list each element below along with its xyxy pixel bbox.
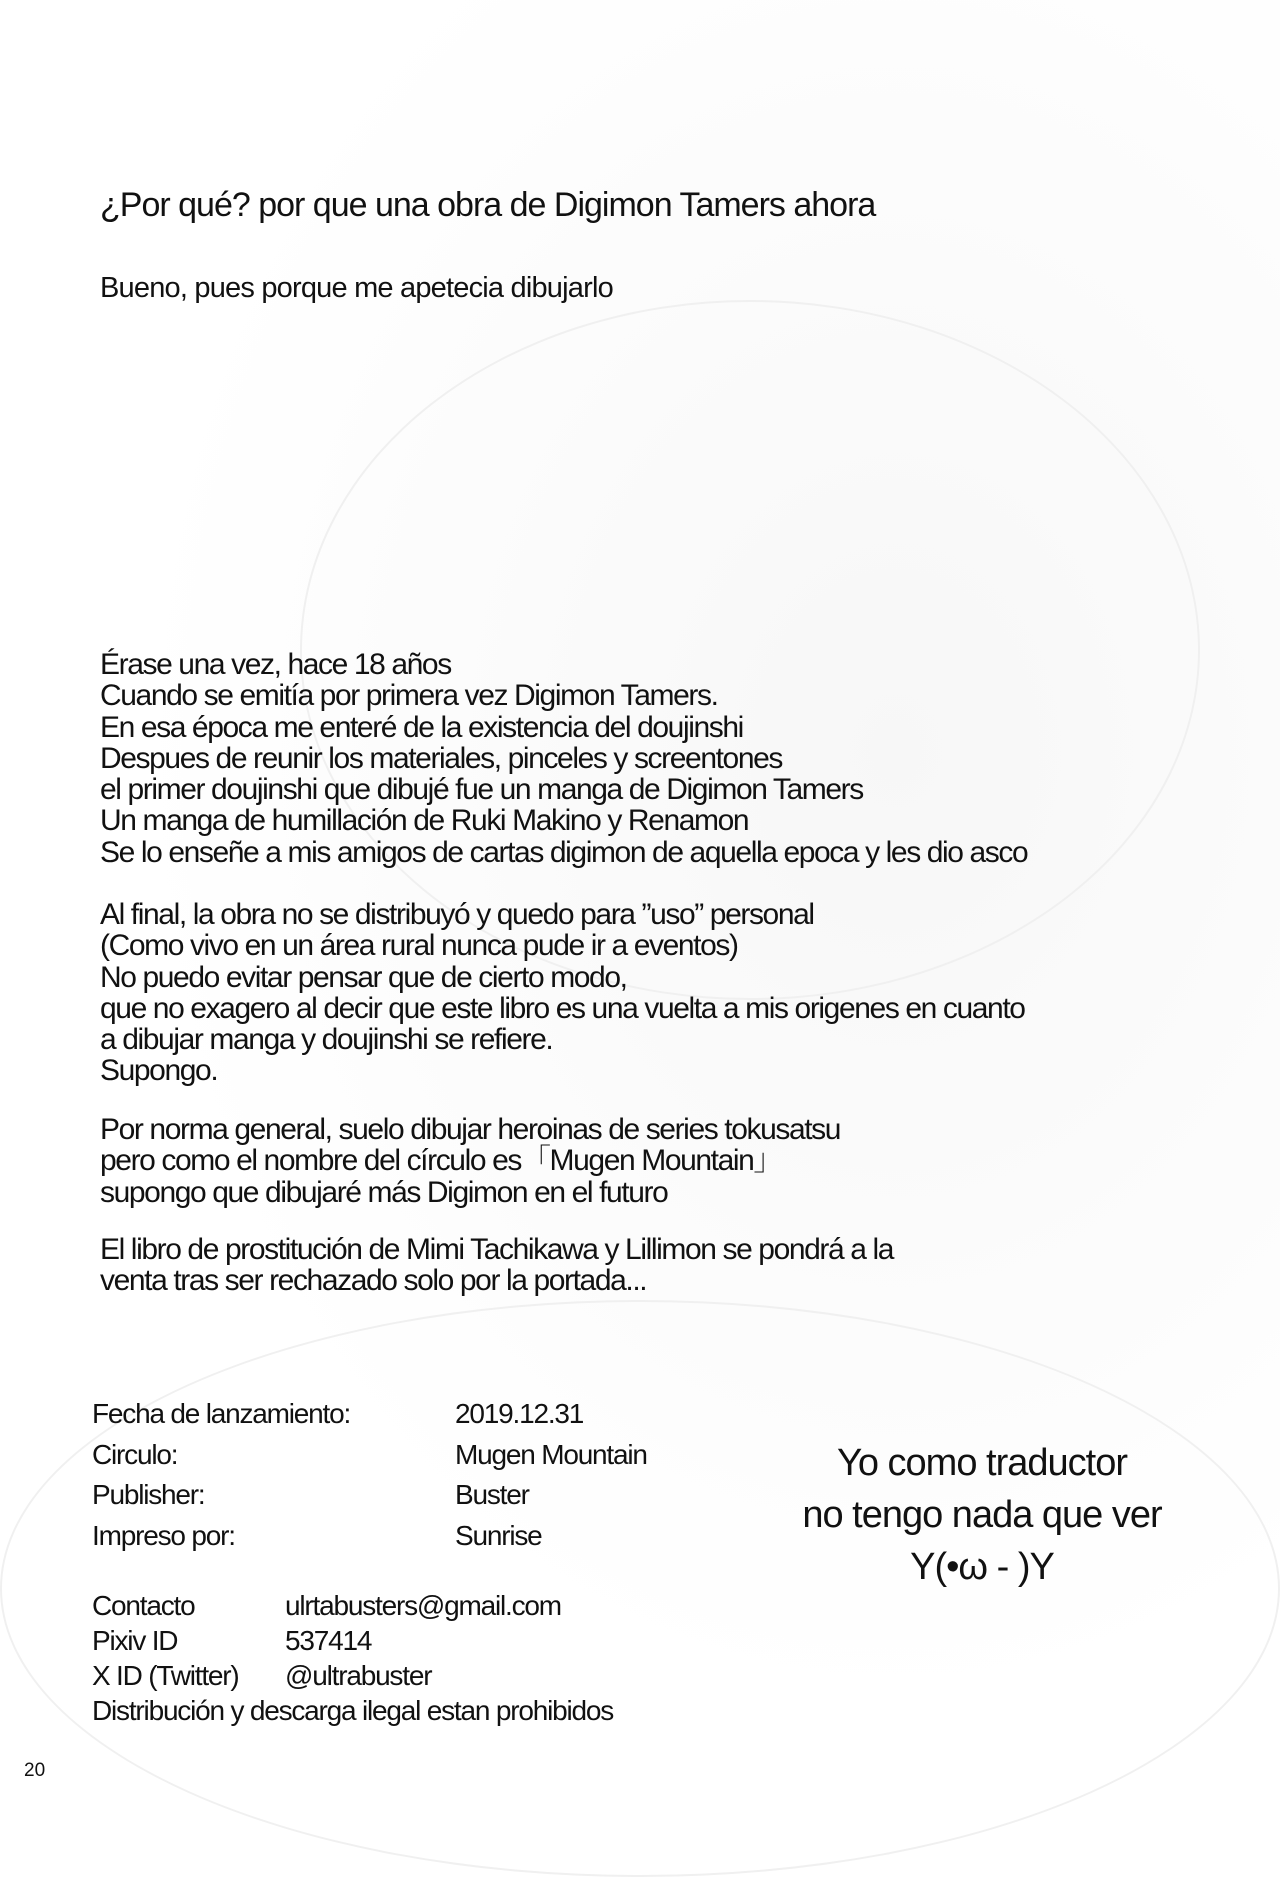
legal-notice: Distribución y descarga ilegal estan prohibidos (92, 1695, 614, 1726)
page-title: ¿Por qué? por que una obra de Digimon Tamers ahora (100, 186, 876, 224)
info-value: Mugen Mountain (455, 1438, 647, 1470)
info-row (92, 1516, 652, 1557)
contact-value: 537414 (285, 1625, 372, 1656)
text-line: Al final, la obra no se distribuyó y quedo para ”uso” personal (100, 898, 814, 931)
text-line: venta tras ser rechazado solo por la portada... (100, 1264, 647, 1298)
text-line: el primer doujinshi que dibujé fue un manga de Digimon Tamers (100, 773, 863, 807)
info-value: 2019.12.31 (455, 1398, 584, 1429)
text-line: Por norma general, suelo dibujar heroinas de series tokusatsu (100, 1113, 841, 1146)
text-line: supongo que dibujaré más Digimon en el futuro (100, 1175, 668, 1209)
translator-note (752, 1437, 1212, 1593)
contact-value: ulrtabusters@gmail.com (285, 1590, 561, 1621)
info-label: Circulo: (92, 1438, 178, 1470)
contact-info (92, 1588, 732, 1728)
text-line: pero como el nombre del círculo es「Mugen Mountain」 (100, 1144, 783, 1178)
info-value: Buster (455, 1479, 529, 1510)
paragraph-2 (100, 899, 1250, 1087)
info-label: Fecha de lanzamiento: (92, 1398, 351, 1429)
subtitle: Bueno, pues porque me apetecia dibujarlo (100, 272, 613, 304)
paragraph-1 (100, 649, 1250, 868)
note-line: Y(•ω - )Y (910, 1546, 1054, 1588)
text-line: No puedo evitar pensar que de cierto modo, (100, 960, 627, 994)
info-row (92, 1394, 652, 1435)
contact-label: Pixiv ID (92, 1625, 178, 1656)
contact-row (92, 1623, 732, 1658)
paragraph-3 (100, 1114, 1250, 1208)
text-line: Cuando se emitía por primera vez Digimon Tamers. (100, 679, 718, 713)
text-line: El libro de prostitución de Mimi Tachikawa y Lillimon se pondrá a la (100, 1233, 894, 1266)
contact-label: X ID (Twitter) (92, 1660, 239, 1691)
publication-info (92, 1394, 652, 1556)
contact-row (92, 1588, 732, 1623)
info-row (92, 1475, 652, 1516)
note-line: Yo como traductor (837, 1442, 1127, 1484)
text-line: a dibujar manga y doujinshi se refiere. (100, 1023, 553, 1057)
text-line: Supongo. (100, 1054, 218, 1088)
info-value: Sunrise (455, 1519, 542, 1551)
text-line: Se lo enseñe a mis amigos de cartas digimon de aquella epoca y les dio asco (100, 835, 1028, 869)
contact-row (92, 1658, 732, 1693)
text-line: En esa época me enteré de la existencia del doujinshi (100, 710, 743, 744)
info-label: Publisher: (92, 1479, 205, 1510)
text-line: Érase una vez, hace 18 años (100, 648, 451, 681)
info-label: Impreso por: (92, 1519, 235, 1551)
text-line: Un manga de humillación de Ruki Makino y Renamon (100, 804, 749, 838)
paragraph-4 (100, 1234, 1250, 1297)
contact-value: @ultrabuster (285, 1660, 432, 1691)
text-line: que no exagero al decir que este libro es una vuelta a mis origenes en cuanto (100, 991, 1025, 1025)
page-number: 20 (24, 1760, 46, 1781)
text-line: Despues de reunir los materiales, pinceles y screentones (100, 741, 782, 775)
contact-label: Contacto (92, 1590, 195, 1621)
text-line: (Como vivo en un área rural nunca pude ir a eventos) (100, 929, 738, 963)
info-row (92, 1435, 652, 1476)
note-line: no tengo nada que ver (802, 1494, 1162, 1536)
